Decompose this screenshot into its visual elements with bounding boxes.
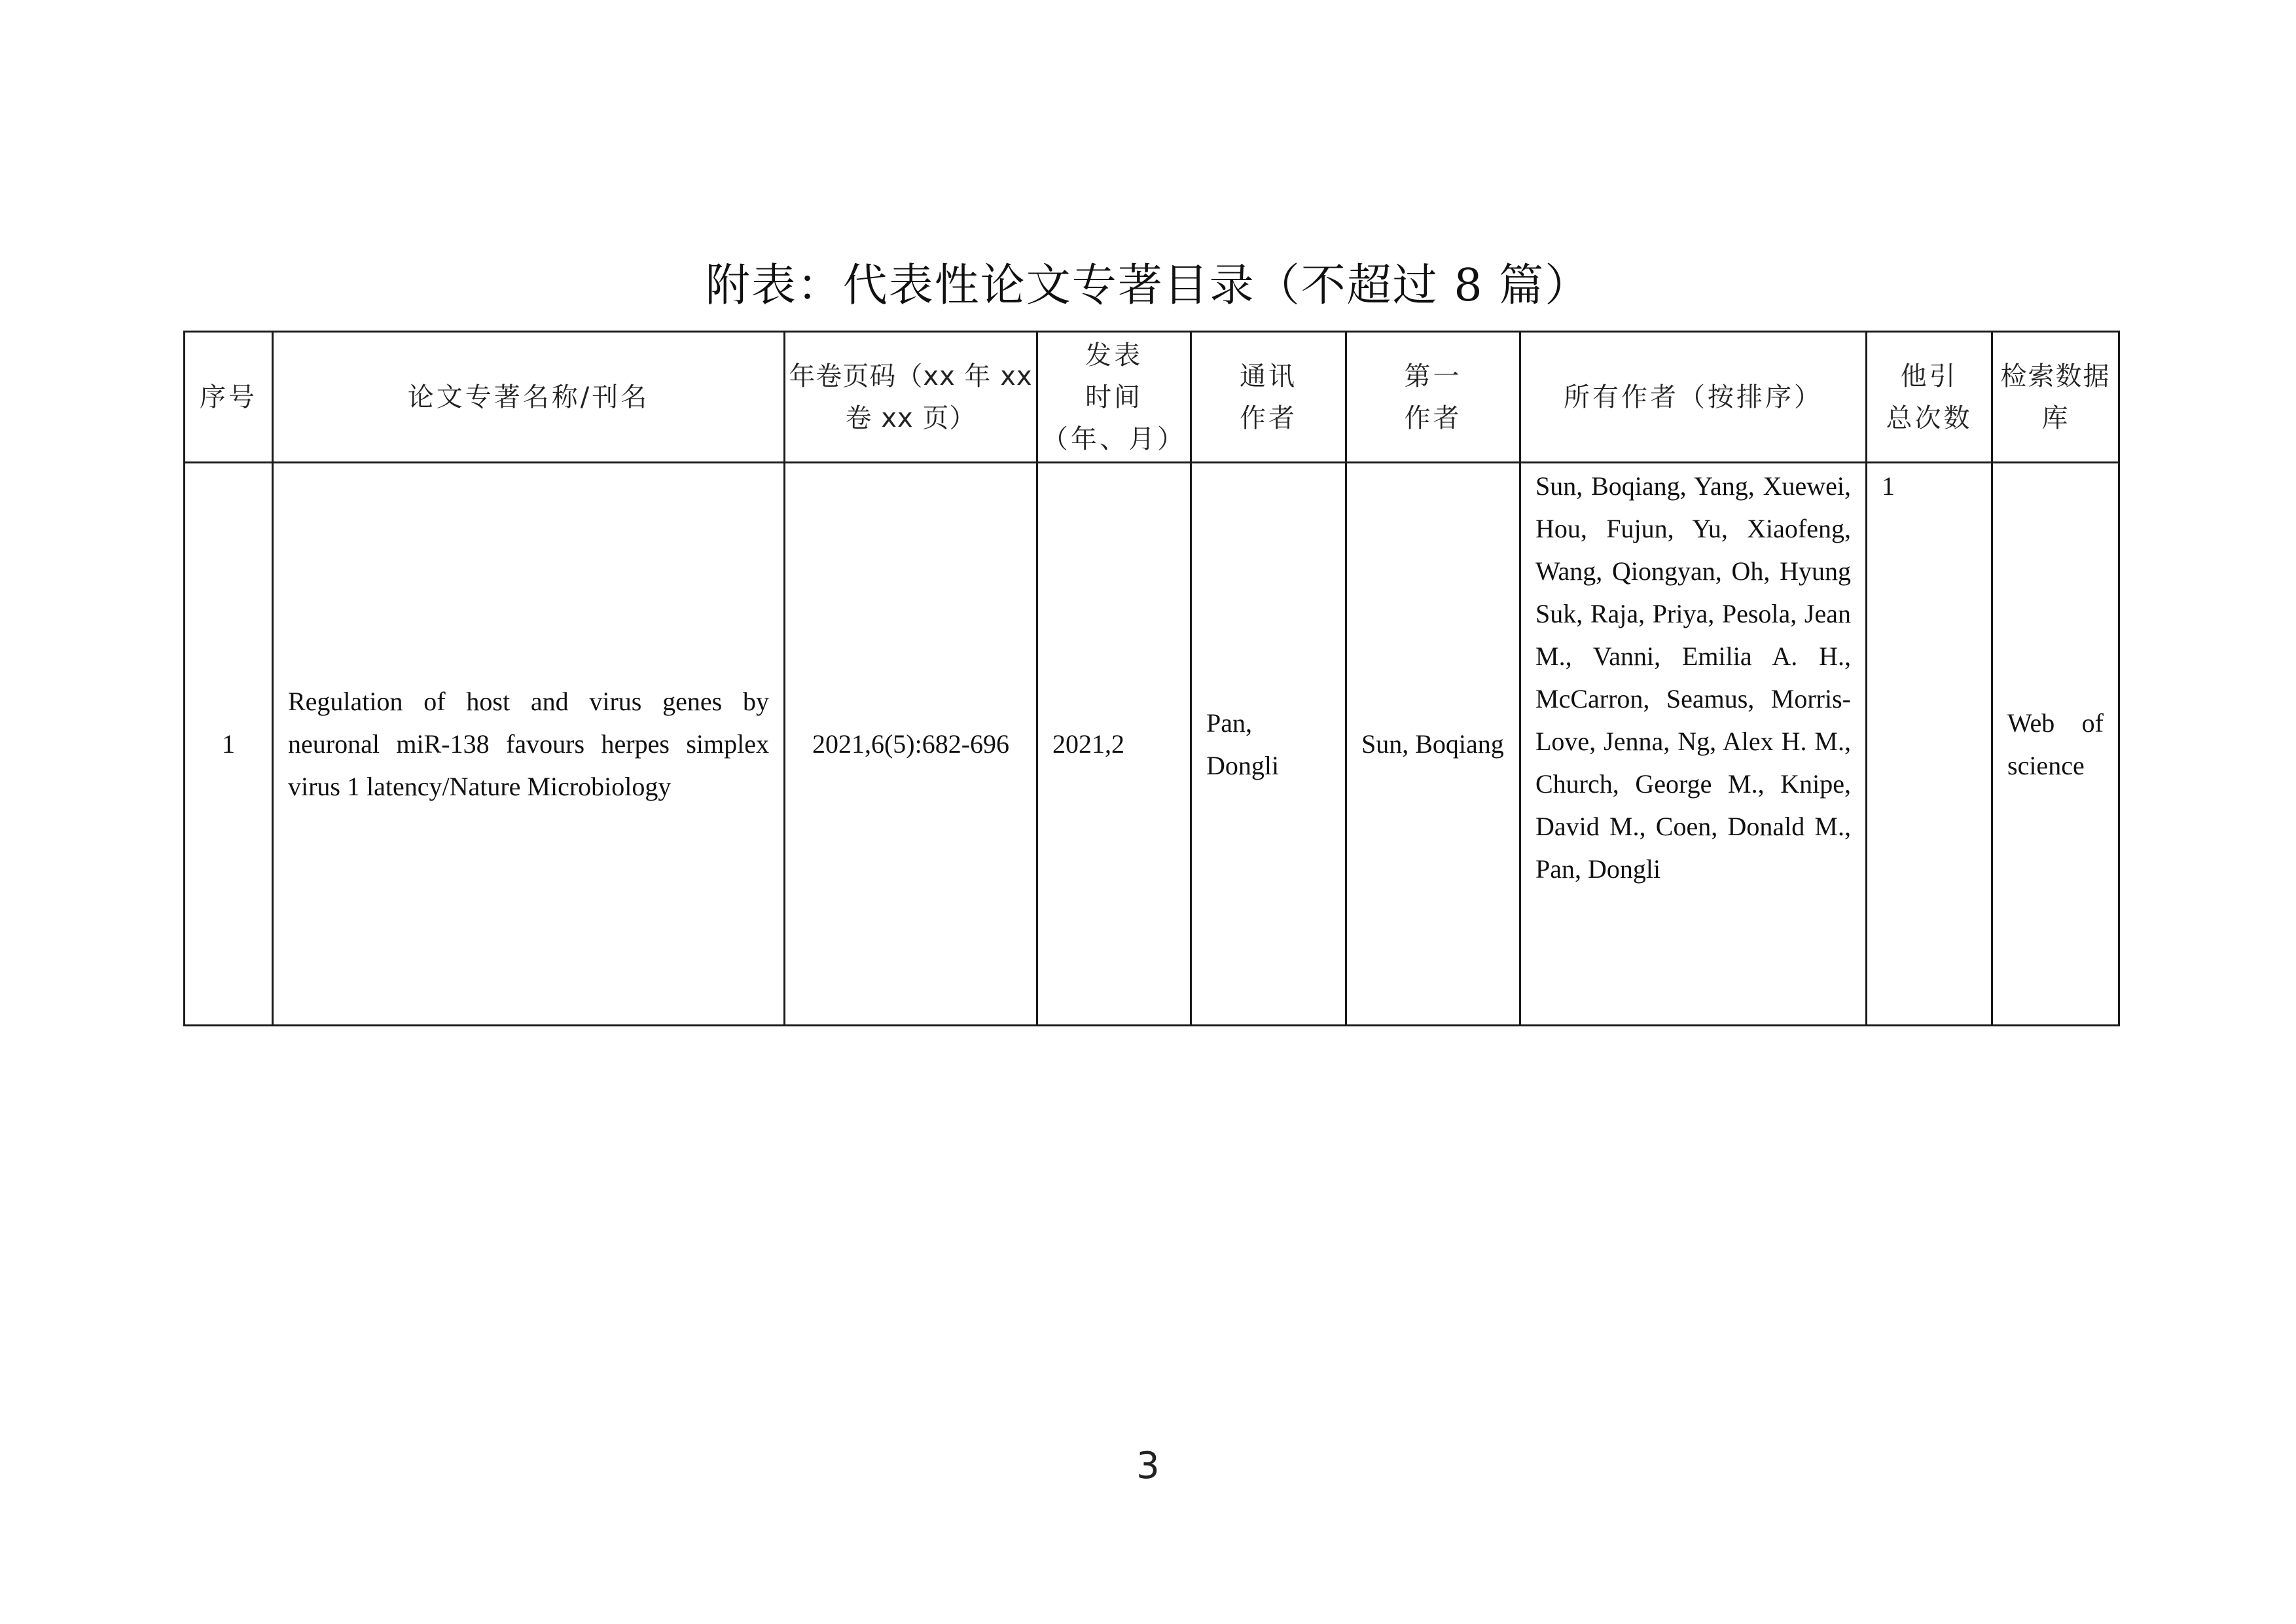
cell-volume-pages: 2021,6(5):682-696 xyxy=(785,463,1037,1026)
header-date-line-3: （年、月） xyxy=(1042,424,1186,454)
header-date-line-2: 时间 xyxy=(1085,382,1143,412)
header-index: 序号 xyxy=(185,332,273,463)
header-citations-line-2: 总次数 xyxy=(1886,403,1973,433)
cell-all-authors: Sun, Boqiang, Yang, Xuewei, Hou, Fujun, Yu, Xiaofeng, Wang, Qiongyan, Oh, Hyung Suk, Raja, Priya, Pesola, Jean M., Vanni, Emilia A. H., McCarron, Seamus, Morris-Love, Jenna, Ng, Alex H. M., Church, George M., Knipe, David M., Coen, Donald M., Pan, Dongli xyxy=(1520,463,1867,1026)
cell-paper-title: Regulation of host and virus genes by neuronal miR-138 favours herpes simplex virus 1 latency/Nature Microbiology xyxy=(273,463,785,1026)
header-volume-line-2: 卷 xx 页） xyxy=(845,403,977,433)
header-database xyxy=(1992,332,2119,463)
header-first-line-2: 作者 xyxy=(1404,403,1462,433)
cell-database: Web of science xyxy=(1992,463,2119,1026)
header-all-authors: 所有作者（按排序） xyxy=(1520,332,1867,463)
table-row xyxy=(185,463,2119,1026)
cell-citations: 1 xyxy=(1867,463,1992,1026)
cell-index: 1 xyxy=(185,463,273,1026)
papers-table xyxy=(183,331,2120,1026)
header-citations xyxy=(1867,332,1992,463)
header-first-line-1: 第一 xyxy=(1404,361,1462,391)
header-corresponding-line-1: 通讯 xyxy=(1240,361,1297,391)
document-title: 附表：代表性论文专著目录（不超过 8 篇） xyxy=(705,260,1591,312)
header-first-author xyxy=(1346,332,1520,463)
header-corresponding-author xyxy=(1191,332,1346,463)
header-publish-date xyxy=(1037,332,1191,463)
cell-publish-date: 2021,2 xyxy=(1037,463,1191,1026)
header-volume-line-1: 年卷页码（xx 年 xx xyxy=(789,361,1033,391)
header-corresponding-line-2: 作者 xyxy=(1240,403,1297,433)
papers-table-container xyxy=(183,331,2120,1026)
header-paper-title: 论文专著名称/刊名 xyxy=(273,332,785,463)
table-header-row xyxy=(185,332,2119,463)
header-database-line-1: 检索数据 xyxy=(2000,361,2111,391)
header-citations-line-1: 他引 xyxy=(1900,361,1958,391)
cell-corresponding-author: Pan, Dongli xyxy=(1191,463,1346,1026)
page-number: 3 xyxy=(1136,1445,1160,1487)
header-volume-pages xyxy=(785,332,1037,463)
header-date-line-1: 发表 xyxy=(1085,340,1143,370)
header-database-line-2: 库 xyxy=(2041,403,2070,433)
cell-first-author: Sun, Boqiang xyxy=(1346,463,1520,1026)
